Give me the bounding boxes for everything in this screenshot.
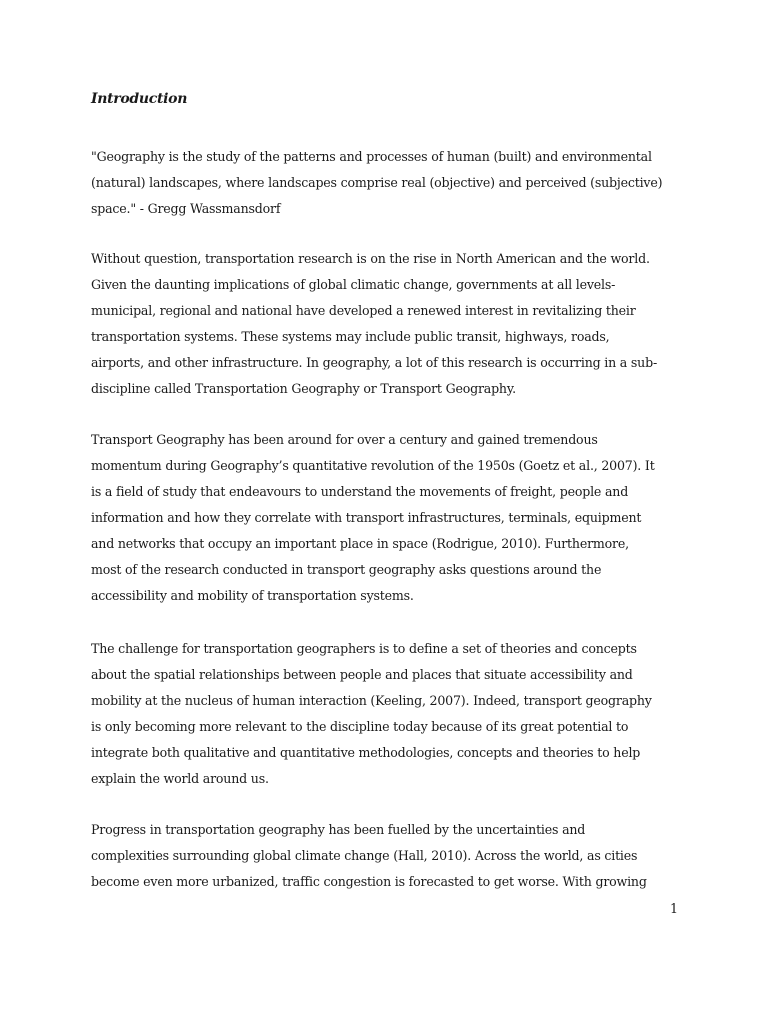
- paragraph-line: municipal, regional and national have developed a renewed interest in revitalizing their: [91, 303, 636, 318]
- page-number: 1: [670, 901, 679, 916]
- paragraph-line: become even more urbanized, traffic congestion is forecasted to get worse. With growing: [91, 874, 647, 889]
- section-heading: Introduction: [91, 91, 188, 107]
- paragraph-line: discipline called Transportation Geography or Transport Geography.: [91, 381, 516, 396]
- paragraph-line: explain the world around us.: [91, 771, 269, 786]
- paragraph-line: accessibility and mobility of transportation systems.: [91, 588, 414, 603]
- paragraph-line: The challenge for transportation geographers is to define a set of theories and concepts: [91, 641, 637, 656]
- paragraph-line: (natural) landscapes, where landscapes comprise real (objective) and perceived (subjective): [91, 175, 663, 190]
- paragraph: [91, 427, 691, 609]
- paragraph-line: most of the research conducted in transport geography asks questions around the: [91, 562, 602, 577]
- paragraph-line: complexities surrounding global climate change (Hall, 2010). Across the world, as cities: [91, 848, 638, 863]
- paragraph-line: is only becoming more relevant to the discipline today because of its great potential to: [91, 719, 629, 734]
- paragraph-line: "Geography is the study of the patterns and processes of human (built) and environmental: [91, 149, 652, 164]
- paragraph-line: information and how they correlate with transport infrastructures, terminals, equipment: [91, 510, 642, 525]
- paragraph-quote: [91, 144, 691, 222]
- paragraph-line: Transport Geography has been around for over a century and gained tremendous: [91, 432, 598, 447]
- paragraph-line: momentum during Geography’s quantitative revolution of the 1950s (Goetz et al., 2007). It: [91, 458, 655, 473]
- paragraph-line: space." - Gregg Wassmansdorf: [91, 201, 281, 216]
- paragraph-line: and networks that occupy an important place in space (Rodrigue, 2010). Furthermore,: [91, 536, 629, 551]
- paragraph: [91, 636, 691, 792]
- paragraph-line: is a field of study that endeavours to understand the movements of freight, people and: [91, 484, 629, 499]
- paragraph-line: mobility at the nucleus of human interaction (Keeling, 2007). Indeed, transport geography: [91, 693, 652, 708]
- paragraph: [91, 817, 691, 895]
- paragraph-line: transportation systems. These systems may include public transit, highways, roads,: [91, 329, 610, 344]
- paragraph-line: Without question, transportation research is on the rise in North American and the world.: [91, 251, 650, 266]
- paragraph-line: Progress in transportation geography has been fuelled by the uncertainties and: [91, 822, 586, 837]
- paragraph-line: integrate both qualitative and quantitative methodologies, concepts and theories to help: [91, 745, 641, 760]
- paragraph-line: about the spatial relationships between people and places that situate accessibility and: [91, 667, 633, 682]
- paragraph-line: Given the daunting implications of global climatic change, governments at all levels-: [91, 277, 616, 292]
- paragraph-line: airports, and other infrastructure. In geography, a lot of this research is occurring in a sub-: [91, 355, 658, 370]
- paragraph: [91, 246, 691, 402]
